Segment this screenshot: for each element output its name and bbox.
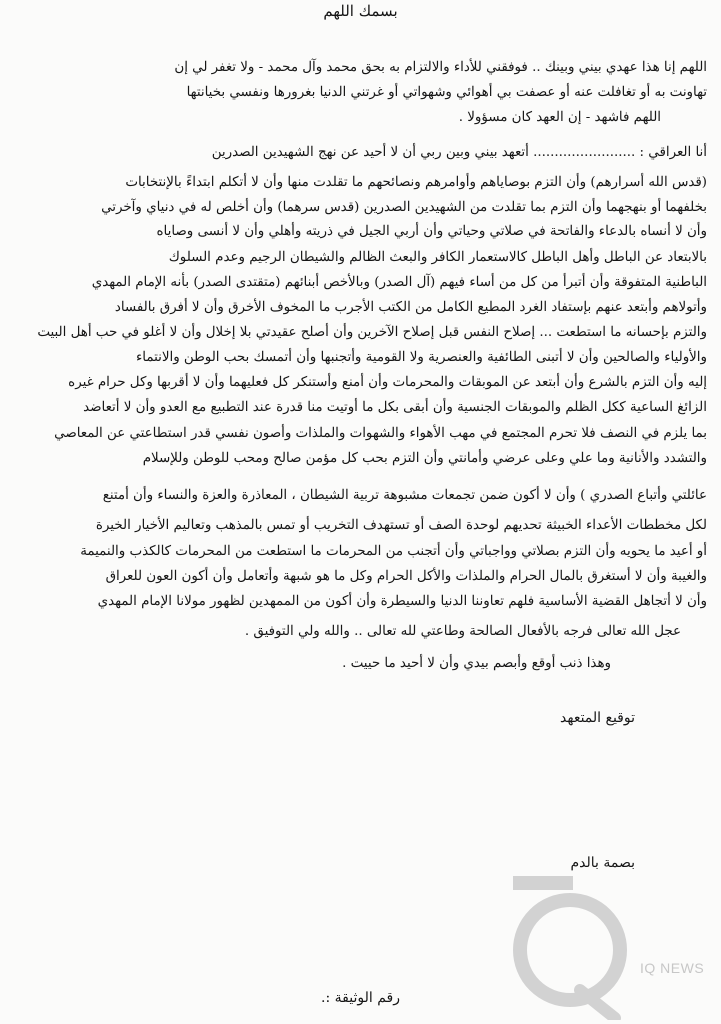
body-line: عائلتي وأتباع الصدري ) وأن لا أكون ضمن تجمعات مشبوهة تربية الشيطان ، المعاذرة والعزة والنساء وأن أمتنع [102,488,707,503]
body-line: أو أعيد ما يحويه وأن التزم بصلاتي وواجباتي وأن أتجنب من المحرمات ما استطعت من المحرمات كالكذب والنميمة [80,544,707,559]
body-line: (قدس الله أسرارهم) وأن التزم بوصاياهم وأوامرهم ونصائحهم ما تقلدت منها وأن لا أتكلم ابتداءً بالإنتخابات [125,175,707,190]
signature-label: توقيع المتعهد [560,710,635,726]
body-line: وأن لا أنساه بالدعاء والفاتحة في صلاتي وحياتي وأن أربي الجيل في ذريته وأهلي وأن لا أنسى وصاياه [156,224,707,239]
body-line: والتزم بإحسانه ما استطعت ... إصلاح النفس قبل إصلاح الآخرين وأن أصلح عقيدتي بلا إخلال وأن لا أغلو في حب أهل البيت [37,325,707,340]
thumbprint-label: بصمة بالدم [570,855,635,871]
watermark-text: IQ NEWS [640,960,705,976]
body-line: بالابتعاد عن الباطل وأهل الباطل كالاستعمار الكافر والبعث الظالم والشيطان الرجيم وعدم السلوك [168,250,707,265]
body-line: وأتولاهم وأبتعد عنهم بإستفاد الغرد المطيع الكامل من الكتب الأجرب ما المخوف الأخرق وأن لا أفرق بالفساد [114,300,707,315]
watermark-logo-icon [495,870,645,1020]
body-line: تهاونت به أو تغافلت عنه أو عصفت بي أهوائي وشهواتي أو غرتني الدنيا بغرورها ونفسي بخيانتها [186,85,707,100]
body-line: والغيبة وأن لا أستغرق بالمال الحرام والملذات والأكل الحرام وكل ما هو شبهة وأتعامل وأن أكون العون للعراق [105,569,707,584]
body-line: أنا العراقي : ........................ أتعهد بيني وبين ربي أن لا أحيد عن نهج الشهيدين الصدرين [211,145,707,160]
body-line: الزائغ الساعية ككل الظلم والموبقات الجنسية وأن أبقى بكل ما أوتيت منا قدرة عند التطبيع مع العدو وأن لا أتعاضد [83,400,707,415]
body-line: بما يلزم في النصف فلا تحرم المجتمع في مهب الأهواء والشهوات والملذات وأصون نفسي قدر استطاعتي عن المعاصي [54,426,707,441]
body-line: اللهم إنا هذا عهدي بيني وبينك .. فوفقني للأداء والالتزام به بحق محمد وآل محمد - ولا تغفر لي إن [174,60,707,75]
body-line: وأن لا أتجاهل القضية الأساسية فلهم تعاوننا الدنيا والسيطرة وأن أكون من الممهدين لظهور مولانا الإمام المهدي [97,594,707,609]
body-line: لكل مخططات الأعداء الخبيثة تحديهم لوحدة الصف أو تستهدف التخريب أو تمس بالمذهب وتعاليم الأخيار الخيرة [95,518,707,533]
body-line: والتشدد والأنانية وما علي وعلى عرضي وأمانتي وأن التزم بحب كل مؤمن صالح ومحب للوطن وللإسلام [142,451,707,466]
body-line: إليه وأن التزم بالشرع وأن أبتعد عن الموبقات والمحرمات وأن أمنع وأستنكر كل فعليهما وأن لا أقربها وكل حرام غيره [68,375,707,390]
document-number-label: رقم الوثيقة :. [321,990,400,1006]
body-line: عجل الله تعالى فرجه بالأفعال الصالحة وطاعتي لله تعالى .. والله ولي التوفيق . [244,624,681,639]
body-line: بخلفهما أو بنهجهما وأن التزم بما تقلدت من الشهيدين الصدرين (قدس سرهما) وأن أخلص له في دنياي وآخرتي [101,200,707,215]
body-line: الباطنية المتفوقة وأن أتبرأ من كل من أساء فيهم (آل الصدر) وبالأخص أبنائهم (متقتدى الصدر) بأنه الإمام المهدي [91,275,707,290]
document-header: بسمك اللهم [323,2,398,20]
body-line: وهذا ذنب أوقع وأبصم بيدي وأن لا أحيد ما حييت . [342,656,611,671]
body-line: اللهم فاشهد - إن العهد كان مسؤولا . [458,110,661,125]
body-line: والأولياء والصالحين وأن لا أتبنى الطائفية والعنصرية ولا القومية وأتجنبها وأن أتمسك بحب الوطن والانتماء [135,350,707,365]
